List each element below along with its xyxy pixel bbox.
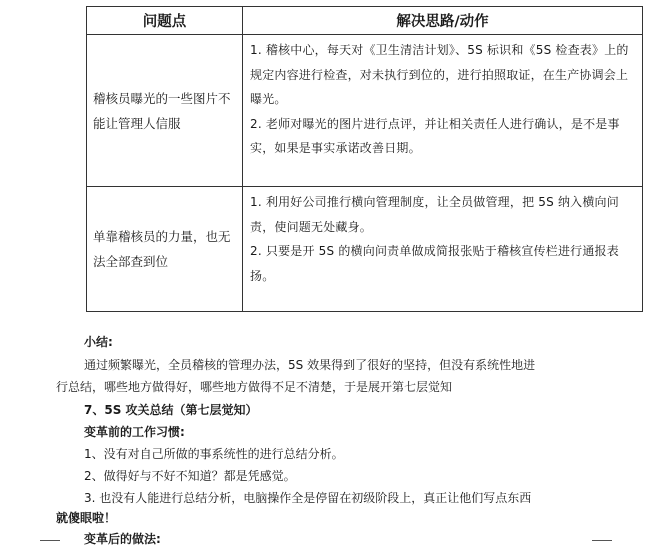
- summary-line-1: 通过频繁曝光，全员稽核的管理办法，5S 效果得到了很好的坚持，但没有系统性地进: [84, 358, 536, 372]
- page-corner-mark-right: [592, 540, 612, 541]
- problem-solution-table: [86, 6, 643, 312]
- solution-cell-1: [243, 35, 643, 187]
- summary-line-2: 行总结，哪些地方做得好，哪些地方做得不足不清楚，于是展开第七层觉知: [56, 380, 453, 394]
- solution-1-1: 1. 稽核中心，每天对《卫生清洁计划》、5S 标识和《5S 检查表》上的规定内容进行检查，对未执行到位的，进行拍照取证，在生产协调会上曝光。: [250, 43, 629, 106]
- header-problem: 问题点: [87, 7, 243, 35]
- problem-cell-1: 稽核员曝光的一些图片不能让管理人信服: [87, 35, 243, 187]
- solution-cell-2: [243, 187, 643, 312]
- after-title: 变革后的做法:: [84, 532, 161, 546]
- header-solution: 解决思路/动作: [243, 7, 643, 35]
- before-item-3-line-1: 3. 也没有人能进行总结分析，电脑操作全是停留在初级阶段上，真正让他们写点东西: [84, 491, 532, 505]
- page-corner-mark-left: [40, 540, 60, 541]
- solution-1-2: 2. 老师对曝光的图片进行点评，并让相关责任人进行确认，是不是事实，如果是事实承诺改善日期。: [250, 116, 620, 155]
- before-item-1: 1、没有对自己所做的事系统性的进行总结分析。: [84, 447, 344, 461]
- solution-2-1: 1. 利用好公司推行横向管理制度，让全员做管理，把 5S 纳入横向问责，使问题无处藏身。: [250, 195, 619, 234]
- summary-title: 小结:: [84, 335, 113, 349]
- section-7-heading: 7、5S 攻关总结（第七层觉知）: [84, 403, 258, 417]
- before-item-2: 2、做得好与不好不知道？都是凭感觉。: [84, 469, 296, 483]
- before-title: 变革前的工作习惯:: [84, 425, 185, 439]
- solution-2-2: 2. 只要是开 5S 的横向问责单做成简报张贴于稽核宣传栏进行通报表扬。: [250, 244, 619, 283]
- problem-cell-2: 单靠稽核员的力量，也无法全部查到位: [87, 187, 243, 312]
- before-item-3-line-2: 就傻眼啦！: [56, 511, 117, 525]
